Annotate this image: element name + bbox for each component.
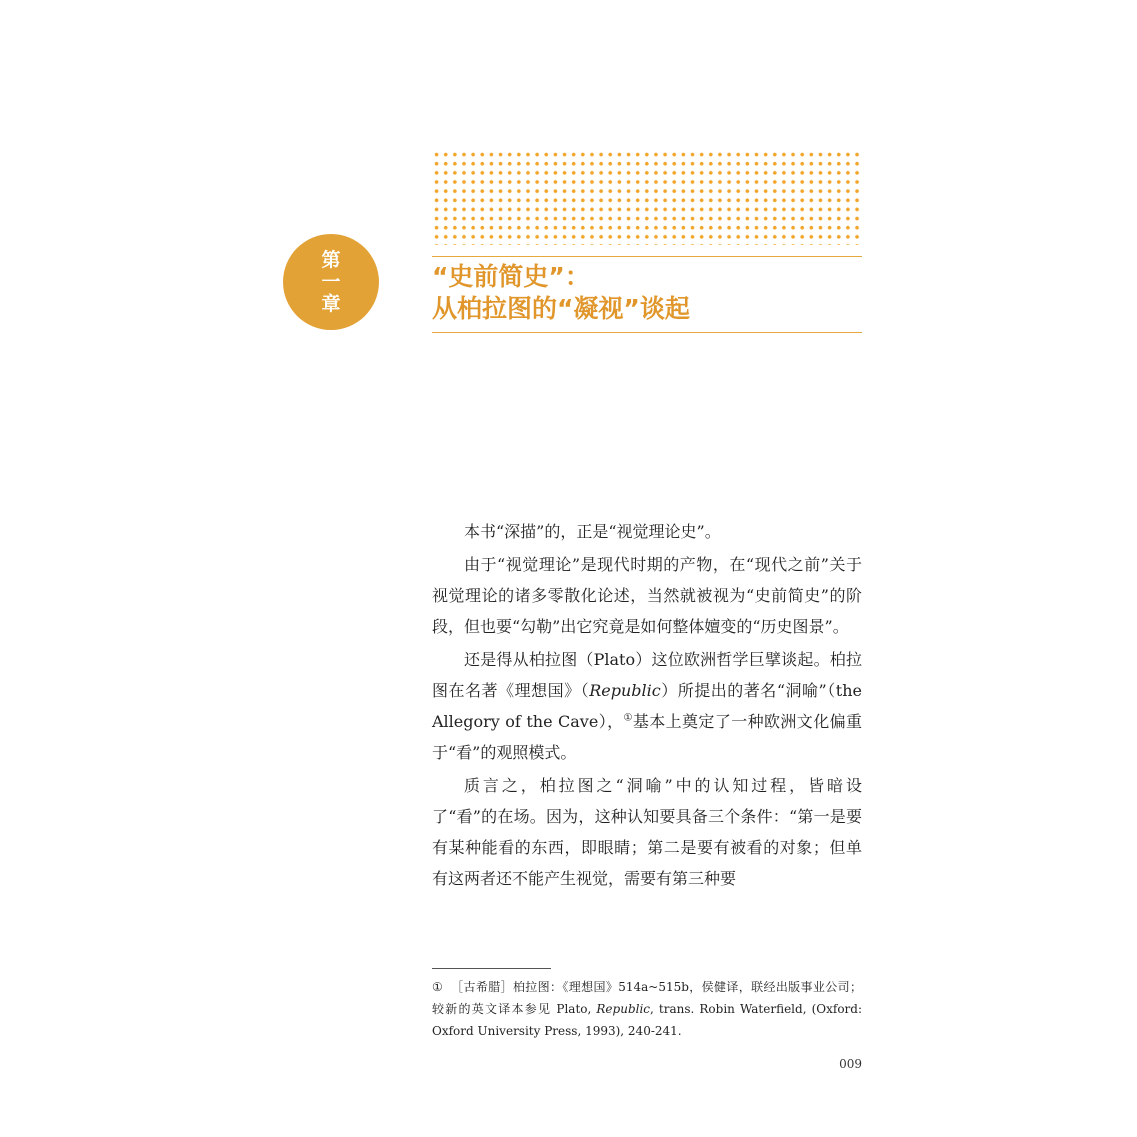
paragraph-4: 质言之，柏拉图之“洞喻”中的认知过程，皆暗设了“看”的在场。因为，这种认知要具备三个条件：“第一是要有某种能看的东西，即眼睛；第二是要有被看的对象；但单有这两者还不能产生视觉，需要有第三种要 [432, 776, 862, 888]
paragraph-1: 本书“深描”的，正是“视觉理论史”。 [464, 522, 721, 541]
title-top-rule [432, 256, 862, 257]
page-number: 009 [839, 1057, 862, 1071]
chapter-number: 第一章 [321, 249, 341, 315]
footnote-mark: ① [432, 980, 444, 994]
footnote-reference[interactable]: ① [623, 712, 633, 724]
chapter-title-line-2: 从柏拉图的“凝视”谈起 [432, 294, 690, 323]
republic-title-italic: Republic [589, 681, 661, 700]
decorative-dot-pattern [432, 150, 864, 245]
title-bottom-rule [432, 332, 862, 333]
paragraph-2: 由于“视觉理论”是现代时期的产物，在“现代之前”关于视觉理论的诸多零散化论述，当然就被视为“史前简史”的阶段，但也要“勾勒”出它究竟是如何整体嬗变的“历史图景”。 [432, 555, 862, 636]
paragraph-3 [432, 644, 862, 768]
footnote [432, 976, 862, 1042]
chapter-title [432, 261, 862, 325]
footnote-separator [432, 968, 551, 969]
paragraph-3-part-c: 基本上奠定了一种欧洲文化偏重于“看”的观照模式。 [432, 712, 862, 762]
body-text [432, 516, 862, 894]
footnote-republic-italic: Republic [596, 1002, 651, 1016]
footnote-text-a: ［古希腊］柏拉图：《理想国》514a~515b，侯健译，联经出版事业公司；较新的英文译本参见 Plato, [432, 980, 862, 1016]
paragraph-3-part-b: ）所提出的著名“洞喻”（the Allegory of the Cave）， [432, 681, 862, 731]
chapter-badge-circle [283, 234, 379, 330]
paragraph-3-part-a: 还是得从柏拉图（Plato）这位欧洲哲学巨擘谈起。柏拉图在名著《理想国》（ [432, 650, 862, 700]
footnote-text-b: , trans. Robin Waterfield, (Oxford: Oxford University Press, 1993), 240-241. [432, 1002, 862, 1038]
chapter-title-line-1: “史前简史”： [432, 262, 590, 291]
